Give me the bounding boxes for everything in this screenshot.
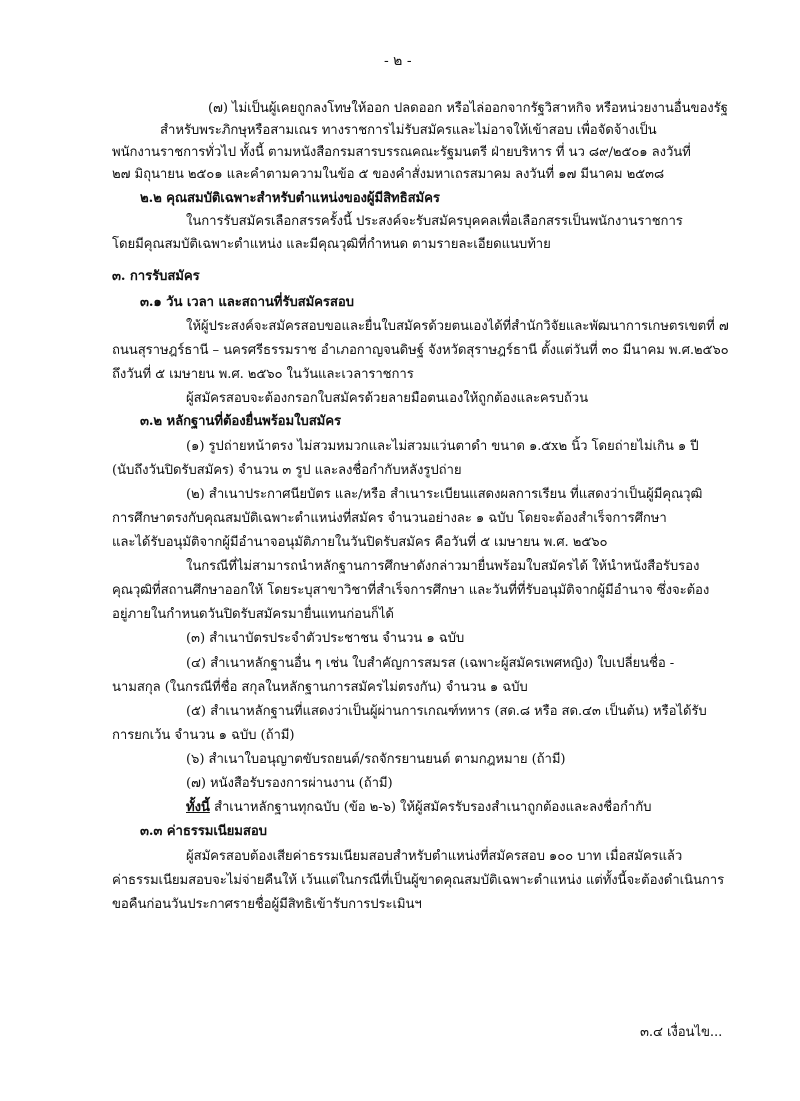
- section-3-1-heading: ๓.๑ วัน เวลา และสถานที่รับสมัครสอบ: [140, 295, 354, 310]
- section-3-1-line-2: ถนนสุราษฎร์ธานี – นครศรีธรรมราช อำเภอกาญจนดิษฐ์ จังหวัดสุราษฎร์ธานี ตั้งแต่วันที่ ๓๐ มีนาคม พ.ศ.๒๕๖๐: [112, 343, 729, 358]
- item-7-line-2: สำหรับพระภิกษุหรือสามเณร ทางราชการไม่รับสมัครและไม่อาจให้เข้าสอบ เพื่อจัดจ้างเป็น: [160, 123, 657, 138]
- section-3-3-line-3: ขอคืนก่อนวันประกาศรายชื่อผู้มีสิทธิเข้ารับการประเมินฯ: [112, 897, 422, 912]
- section-2-2-heading: ๒.๒ คุณสมบัติเฉพาะสำหรับตำแหน่งของผู้มีสิทธิสมัคร: [140, 191, 440, 206]
- doc-4-line-2: นามสกุล (ในกรณีที่ชื่อ สกุลในหลักฐานการสมัครไม่ตรงกัน) จำนวน ๑ ฉบับ: [112, 680, 528, 695]
- section-3-heading: ๓. การรับสมัคร: [112, 269, 200, 284]
- item-7-line-3: พนักงานราชการทั่วไป ทั้งนี้ ตามหนังสือกรมสารบรรณคณะรัฐมนตรี ฝ่ายบริหาร ที่ นว ๘๙/๒๕๐๑ ลงวันที่: [112, 145, 691, 160]
- section-2-2-line-1: ในการรับสมัครเลือกสรรครั้งนี้ ประสงค์จะรับสมัครบุคคลเพื่อเลือกสรรเป็นพนักงานราชการ: [186, 214, 683, 229]
- doc-2-line-6: อยู่ภายในกำหนดวันปิดรับสมัครมายื่นแทนก่อนก็ได้: [112, 607, 394, 622]
- section-3-2-heading: ๓.๒ หลักฐานที่ต้องยื่นพร้อมใบสมัคร: [140, 414, 341, 429]
- doc-2-line-5: คุณวุฒิที่สถานศึกษาออกให้ โดยระบุสาขาวิชาที่สำเร็จการศึกษา และวันที่ที่รับอนุมัติจากผู้มีอำนาจ ซึ่งจะต้อง: [112, 583, 710, 598]
- doc-4-line-1: (๔) สำเนาหลักฐานอื่น ๆ เช่น ใบสำคัญการสมรส (เฉพาะผู้สมัครเพศหญิง) ใบเปลี่ยนชื่อ -: [186, 656, 675, 671]
- doc-2-line-4: ในกรณีที่ไม่สามารถนำหลักฐานการศึกษาดังกล่าวมายื่นพร้อมใบสมัครได้ ให้นำหนังสือรับรอง: [186, 559, 700, 574]
- section-3-1-line-1: ให้ผู้ประสงค์จะสมัครสอบขอและยื่นใบสมัครด้วยตนเองได้ที่สำนักวิจัยและพัฒนาการเกษตรเขตที่ ๗: [186, 319, 729, 334]
- doc-5-line-1: (๕) สำเนาหลักฐานที่แสดงว่าเป็นผู้ผ่านการเกณฑ์ทหาร (สด.๘ หรือ สด.๔๓ เป็นต้น) หรือได้รับ: [186, 704, 707, 719]
- doc-2-line-3: และได้รับอนุมัติจากผู้มีอำนาจอนุมัติภายในวันปิดรับสมัคร คือวันที่ ๕ เมษายน พ.ศ. ๒๕๖๐: [112, 535, 608, 550]
- page-number: - ๒ -: [384, 53, 412, 69]
- doc-3: (๓) สำเนาบัตรประจำตัวประชาชน จำนวน ๑ ฉบับ: [186, 631, 465, 646]
- doc-2-line-2: การศึกษาตรงกับคุณสมบัติเฉพาะตำแหน่งที่สมัคร จำนวนอย่างละ ๑ ฉบับ โดยจะต้องสำเร็จการศึกษา: [112, 511, 667, 526]
- doc-5-line-2: การยกเว้น จำนวน ๑ ฉบับ (ถ้ามี): [112, 728, 295, 743]
- continuation-note: ๓.๔ เงื่อนไข...: [640, 1025, 723, 1040]
- section-2-2-line-2: โดยมีคุณสมบัติเฉพาะตำแหน่ง และมีคุณวุฒิที่กำหนด ตามรายละเอียดแนบท้าย: [112, 237, 551, 252]
- doc-2-line-1: (๒) สำเนาประกาศนียบัตร และ/หรือ สำเนาระเบียนแสดงผลการเรียน ที่แสดงว่าเป็นผู้มีคุณวุฒิ: [186, 487, 703, 502]
- doc-note: [186, 799, 651, 817]
- section-3-1-line-4: ผู้สมัครสอบจะต้องกรอกใบสมัครด้วยลายมือตนเองให้ถูกต้องและครบถ้วน: [186, 391, 589, 406]
- section-3-3-line-1: ผู้สมัครสอบต้องเสียค่าธรรมเนียมสอบสำหรับตำแหน่งที่สมัครสอบ ๑๐๐ บาท เมื่อสมัครแล้ว: [186, 849, 683, 864]
- doc-6: (๖) สำเนาใบอนุญาตขับรถยนต์/รถจักรยานยนต์ ตามกฎหมาย (ถ้ามี): [186, 752, 566, 767]
- item-7-line-4: ๒๗ มิถุนายน ๒๕๐๑ และคำตามความในข้อ ๕ ของคำสั่งมหาเถรสมาคม ลงวันที่ ๑๗ มีนาคม ๒๕๓๘: [112, 167, 665, 182]
- item-7-line-1: (๗) ไม่เป็นผู้เคยถูกลงโทษให้ออก ปลดออก หรือไล่ออกจากรัฐวิสาหกิจ หรือหน่วยงานอื่นของรัฐ: [208, 101, 728, 116]
- section-3-3-heading: ๓.๓ ค่าธรรมเนียมสอบ: [140, 824, 267, 839]
- doc-1-line-1: (๑) รูปถ่ายหน้าตรง ไม่สวมหมวกและไม่สวมแว่นตาดำ ขนาด ๑.๕x๒ นิ้ว โดยถ่ายไม่เกิน ๑ ปี: [186, 439, 699, 454]
- doc-note-rest: สำเนาหลักฐานทุกฉบับ (ข้อ ๒-๖) ให้ผู้สมัครรับรองสำเนาถูกต้องและลงชื่อกำกับ: [209, 800, 652, 815]
- doc-note-lead: ทั้งนี้: [186, 800, 210, 815]
- doc-7: (๗) หนังสือรับรองการผ่านงาน (ถ้ามี): [186, 776, 393, 791]
- section-3-1-line-3: ถึงวันที่ ๕ เมษายน พ.ศ. ๒๕๖๐ ในวันและเวลาราชการ: [112, 367, 414, 382]
- doc-1-line-2: (นับถึงวันปิดรับสมัคร) จำนวน ๓ รูป และลงชื่อกำกับหลังรูปถ่าย: [112, 463, 462, 478]
- section-3-3-line-2: ค่าธรรมเนียมสอบจะไม่จ่ายคืนให้ เว้นแต่ในกรณีที่เป็นผู้ขาดคุณสมบัติเฉพาะตำแหน่ง แต่ทั้งนี้จะต้องดำเนินการ: [112, 873, 725, 888]
